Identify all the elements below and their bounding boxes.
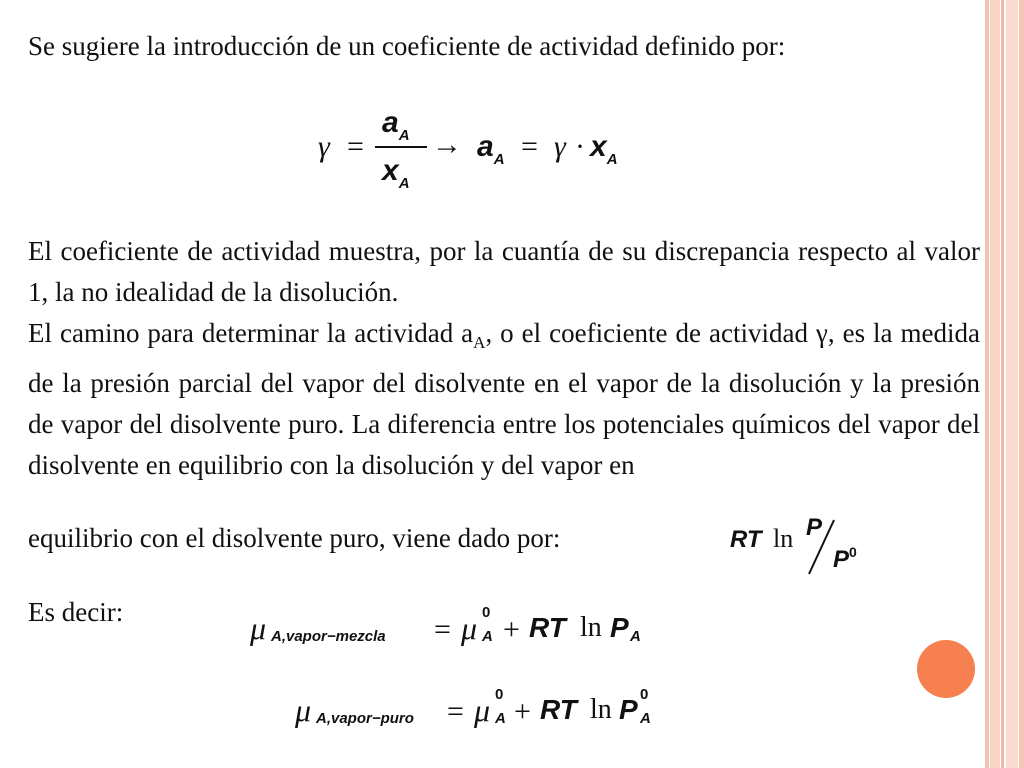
plus-sign: +: [503, 613, 520, 646]
equals-sign: =: [434, 613, 451, 646]
ln-operator: ln: [590, 694, 612, 725]
ln-operator: ln: [580, 612, 602, 643]
ln-operator: ln: [773, 524, 794, 553]
dot-operator: ·: [575, 130, 585, 163]
decor-stripe: [990, 0, 1000, 768]
standard-superscript: 0: [482, 604, 491, 621]
decor-stripe: [1001, 0, 1004, 768]
decor-circle: [917, 640, 975, 698]
paragraph-method: El camino para determinar la actividad $a_A$, o el coeficiente de actividad γ, es la medida de la presión parcial del vapor del disolvente en el vapor de la disolución y la presión de vapor del disolvente puro. La diferencia entre los potenciales químicos del vapor del disolvente en equilibrio con la disolución y del vapor en: [28, 318, 980, 480]
activity-term: aA: [477, 130, 505, 168]
decor-stripe: [1019, 0, 1024, 768]
ratio-slash: [806, 518, 836, 576]
gamma-symbol: γ: [554, 130, 566, 163]
pressure-subscript: A: [640, 710, 651, 727]
mu-standard-symbol: μ: [461, 610, 478, 646]
pressure-subscript: A: [630, 628, 641, 645]
paragraph-method-last-line: equilibrio con el disolvente puro, viene dado por:: [28, 523, 561, 553]
es-decir-label: Es decir:: [28, 597, 124, 627]
rt-term: RT: [730, 526, 762, 553]
ratio-numerator: P: [806, 514, 823, 541]
mu-symbol: μ: [295, 692, 312, 728]
gamma-symbol: γ: [318, 130, 330, 163]
rt-term: RT: [540, 694, 577, 725]
mu-symbol: μ: [250, 610, 267, 646]
mole-fraction-term: xA: [590, 130, 618, 168]
mu-subscript: A,vapor−puro: [316, 710, 414, 727]
equals-sign: =: [447, 695, 464, 728]
rt-term: RT: [529, 612, 566, 643]
equals-sign: =: [521, 130, 538, 163]
decor-stripe: [1006, 0, 1018, 768]
plus-sign: +: [514, 695, 531, 728]
pressure-term: P: [610, 612, 629, 643]
fraction-bar: [375, 146, 427, 148]
mu-standard-subscript: A: [482, 628, 493, 645]
subscript-a: A: [473, 333, 486, 352]
decor-stripe: [985, 0, 989, 768]
pressure-superscript: 0: [640, 686, 649, 703]
fraction-denominator: xA: [382, 154, 410, 192]
paragraph-intro: Se sugiere la introducción de un coeficiente de actividad definido por:: [28, 31, 786, 61]
fraction-numerator: aA: [382, 106, 410, 144]
equals-sign: =: [347, 130, 364, 163]
pressure-term: P: [619, 694, 638, 725]
mu-standard-symbol: μ: [474, 692, 491, 728]
mu-standard-subscript: A: [495, 710, 506, 727]
mu-subscript: A,vapor−mezcla: [271, 628, 386, 645]
ratio-denominator: P0: [833, 544, 857, 573]
arrow-symbol: →: [432, 128, 462, 161]
standard-superscript: 0: [495, 686, 504, 703]
paragraph-coefficient-meaning: El coeficiente de actividad muestra, por la cuantía de su discrepancia respecto al valor 1, la no idealidad de la disolución.: [28, 236, 980, 307]
